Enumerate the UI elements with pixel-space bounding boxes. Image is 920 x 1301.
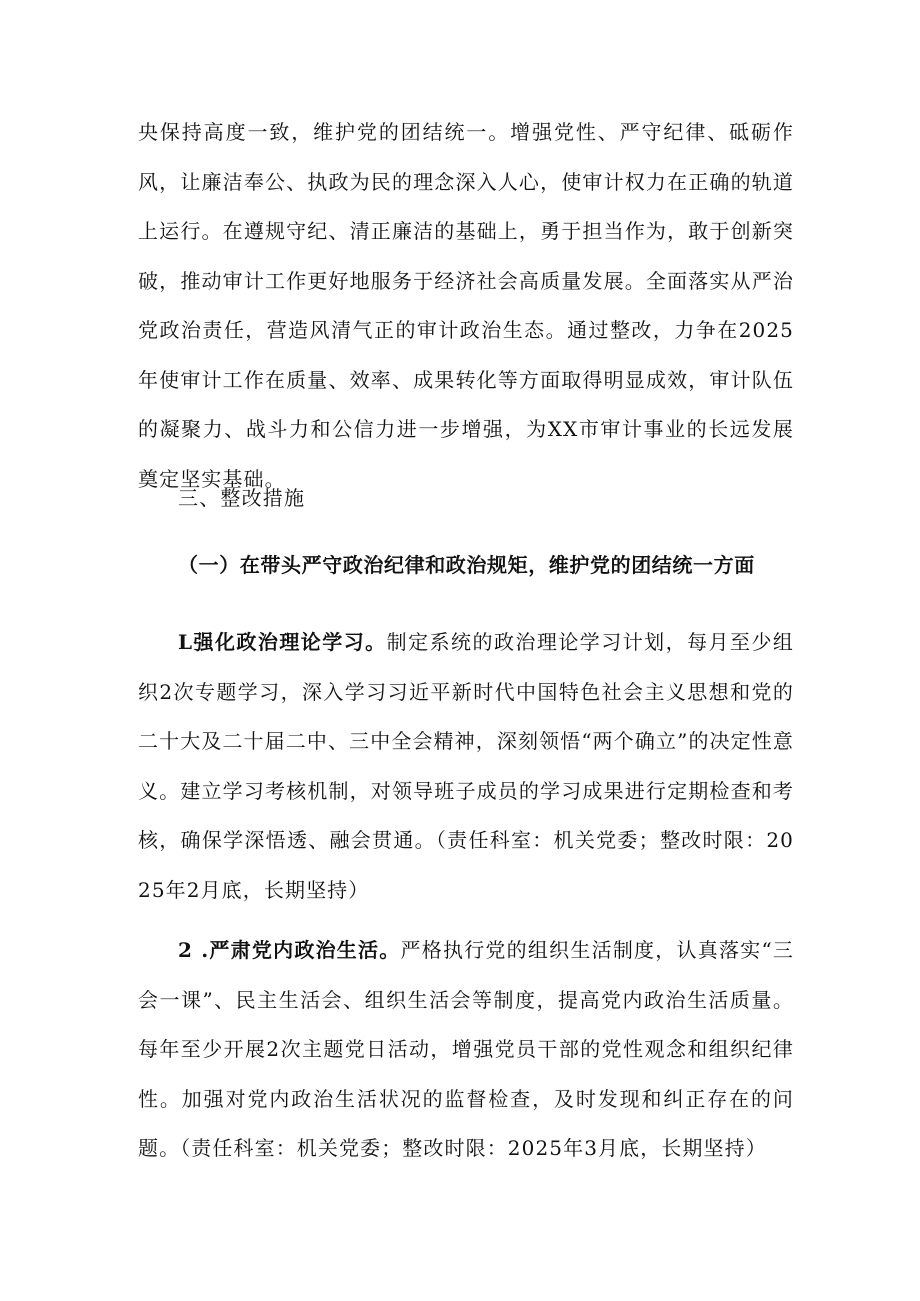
subsection-heading: （一）在带头严守政治纪律和政治规矩，维护党的团结统一方面 (178, 553, 755, 577)
intro-paragraph: 央保持高度一致，维护党的团结统一。增强党性、严守纪律、砥砺作风，让廉洁奉公、执政为民的理念深入人心，使审计权力在正确的轨道上运行。在遵规守纪、清正廉洁的基础上，勇于担当作为，敢于创新突破，推动审计工作更好地服务于经济社会高质量发展。全面落实从严治党政治责任，营造风清气正的审计政治生态。通过整改，力争在2025年使审计工作在质量、效率、成果转化等方面取得明显成效，审计队伍的凝聚力、战斗力和公信力进一步增强，为XX市审计事业的长远发展奠定坚实基础。 (138, 120, 794, 491)
measure-item-2-title: 2 .严肃党内政治生活。 (178, 938, 401, 962)
measure-item-2-body: 严格执行党的组织生活制度，认真落实“三会一课”、民主生活会、组织生活会等制度，提高党内政治生活质量。每年至少开展2次主题党日活动，增强党员干部的党性观念和组织纪律性。加强对党内政治生活状况的监督检查，及时发现和纠正存在的问题。（责任科室：机关党委；整改时限：2025年3月底，长期坚持） (138, 938, 795, 1160)
measure-item-1-title: L强化政治理论学习。 (178, 630, 387, 654)
measure-item-1-body: 制定系统的政治理论学习计划，每月至少组织2次专题学习，深入学习习近平新时代中国特色社会主义思想和党的二十大及二十届二中、三中全会精神，深刻领悟“两个确立”的决定性意义。建立学习考核机制，对领导班子成员的学习成果进行定期检查和考核，确保学深悟透、融会贯通。（责任科室：机关党委；整改时限：2025年2月底，长期坚持） (138, 630, 795, 902)
measure-item-1 (138, 618, 794, 915)
section-heading: 三、整改措施 (178, 486, 306, 510)
measure-item-2 (138, 926, 794, 1174)
